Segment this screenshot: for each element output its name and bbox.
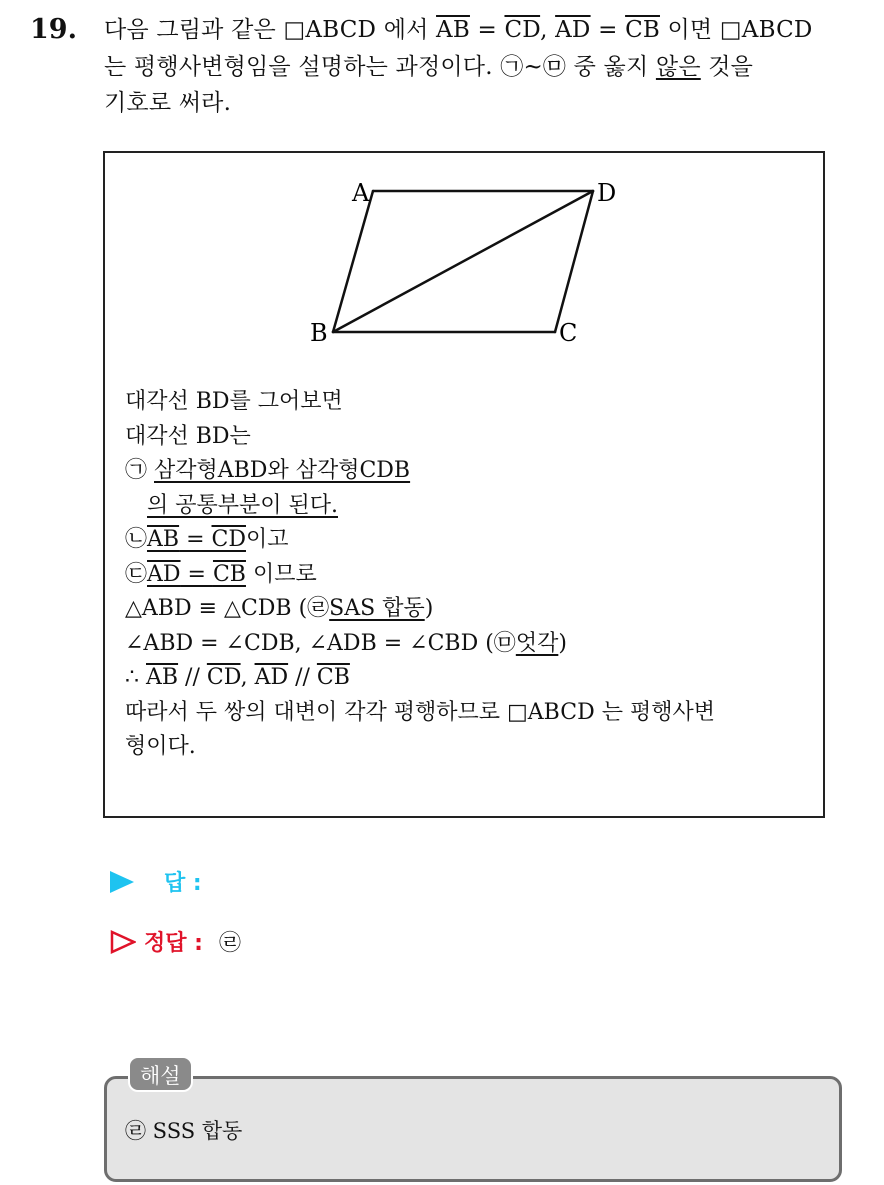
proof-line: ㉢AD = CB 이므로	[125, 561, 317, 587]
proof-line: ㉡AB = CD이고	[125, 527, 289, 552]
correct-answer-label: 정답 :	[144, 931, 203, 956]
segment-cb: $\overline{CB}$	[625, 17, 660, 43]
triangle-outline-icon	[110, 930, 136, 954]
proof-line: 대각선 BD는	[125, 423, 251, 449]
question-text	[104, 12, 869, 122]
correct-answer-row	[110, 926, 241, 957]
proof-line: ∴ $\overline{AB} // \overline{CD}$, $\overline{AD} // \overline{CB}$	[125, 665, 350, 690]
segment-cd: $\overline{CD}$	[504, 17, 541, 43]
answer-label: 답 :	[164, 871, 202, 896]
solution-text: ㉣ SSS 합동	[125, 1119, 243, 1143]
underlined-not: 않은	[655, 53, 701, 80]
side-ab	[333, 191, 373, 332]
answer-row	[110, 866, 202, 897]
correct-answer-value: ㉣	[218, 931, 241, 956]
vertex-label-b: B	[310, 319, 328, 347]
proof-line: ∠ABD = ∠CDB, ∠ADB = ∠CBD (㉤엇각)	[125, 630, 567, 656]
proof-box	[103, 151, 825, 818]
solution-box	[104, 1076, 842, 1182]
proof-text	[125, 385, 815, 765]
proof-line: 따라서 두 쌍의 대변이 각각 평행하므로 □ABCD 는 평행사변	[125, 699, 715, 725]
proof-line: 의 공통부분이 된다.	[147, 492, 338, 518]
proof-line: △ABD ≡ △CDB (㉣SAS 합동)	[125, 596, 434, 621]
question-line-2: 는 평행사변형임을 설명하는 과정이다. ㉠~㉤ 중 옳지 않은 것을	[104, 53, 754, 80]
segment-ad: $\overline{AD}$	[555, 17, 591, 43]
segment-ab: $\overline{AB}$	[436, 17, 470, 43]
vertex-label-d: D	[597, 179, 617, 207]
question-line-1: 다음 그림과 같은 □ABCD 에서 $\overline{AB} = \overline{CD}$, $\overline{AD} = \overline{CB}$ 이면 □ABCD	[104, 17, 813, 43]
solution-tag: 해설	[128, 1056, 193, 1092]
proof-line: ㉠ 삼각형ABD와 삼각형CDB	[125, 458, 411, 483]
parallelogram-figure	[305, 173, 635, 373]
play-triangle-icon	[110, 871, 134, 893]
side-dc	[555, 191, 593, 332]
question-line-3: 기호로 써라.	[104, 90, 232, 116]
question-number: 19.	[30, 14, 77, 45]
diagonal-bd	[333, 191, 593, 332]
vertex-label-a: A	[352, 179, 370, 207]
vertex-label-c: C	[559, 319, 578, 347]
proof-line: 형이다.	[125, 734, 196, 759]
proof-line: 대각선 BD를 그어보면	[125, 389, 343, 414]
